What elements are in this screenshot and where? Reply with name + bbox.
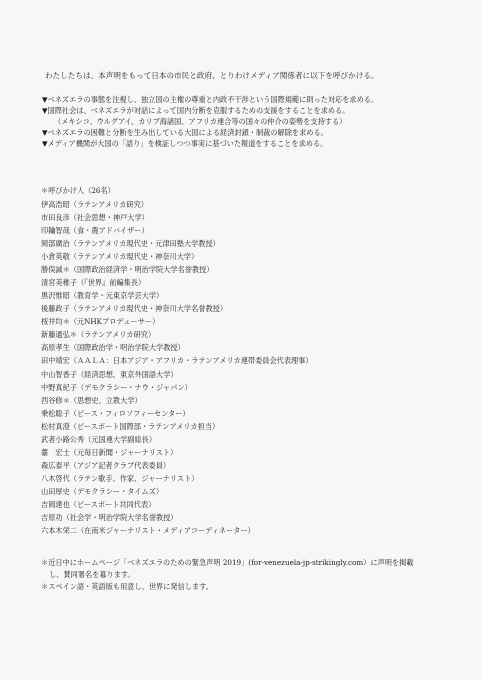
callers-section [41,185,471,538]
caller-entry: 黒沢惟昭（教育学・元東京学芸大学） [41,291,164,301]
caller-entry: 森広泰平（アジア記者クラブ代表委員） [41,461,171,471]
demand-line: （メキシコ、ウルグアイ、カリブ海諸国、アフリカ連合等の国々の仲介の姿勢を支持する） [54,117,347,127]
caller-entry: 高原孝生（国際政治学・明治学院大学教授） [41,343,185,353]
caller-entry: 小倉英敬（ラテンアメリカ現代史・神奈川大学） [41,251,199,261]
demands-list [42,94,472,149]
caller-entry: 薹 宏士（元毎日新聞・ジャーナリスト） [41,447,178,457]
caller-entry: 六本木栄二（在南米ジャーナリスト・メディアコーディネーター） [41,526,255,536]
caller-entry: 市田良彦（社会思想・神戸大学） [41,212,149,222]
caller-entry: 乗松聡子（ピース・フィロソフィーセンター） [41,408,190,418]
caller-entry: 後藤政子（ラテンアメリカ現代史・神奈川大学名誉教授） [41,304,228,314]
notes-section [41,557,471,592]
caller-entry: 中野真紀子（デモクラシー・ナウ・ジャパン） [41,382,192,392]
demand-line: ▼ベネズエラの事態を注視し、独立国の主権の尊重と内政不干渉という国際規範に則った対応を求める。 [42,95,379,104]
caller-entry: 吉岡達也（ピースボート共同代表） [41,500,156,510]
caller-entry: 新藤通弘＊（ラテンアメリカ研究） [41,330,156,340]
intro-statement: わたしたちは、本声明をもって日本の市民と政府、とりわけメディア関係者に以下を呼びかける。 [45,71,379,80]
caller-entry: 松村真澄（ピースボート国際部・ラテンアメリカ担当） [41,421,220,431]
demand-line: ▼ベネズエラの困難と分断を生み出している大国による経済封鎖・制裁の解除を求める。 [42,128,328,138]
caller-entry: 桜井均＊（元NHKプロデューサー） [41,317,160,327]
caller-entry: 田中靖宏（ＡＡＬＡ：日本アジア・アフリカ・ラテンアメリカ連帯委員会代表理事） [41,356,313,366]
caller-entry: 中山智香子（経済思想、東京外国語大学） [41,369,178,379]
caller-entry: 伊高浩昭（ラテンアメリカ研究） [41,199,148,209]
caller-entry: 吉原功（社会学・明治学院大学名誉教授） [41,513,178,523]
caller-entry: 印鑰智哉（食・農アドバイザー） [41,225,149,235]
caller-entry: 山田厚史（デモクラシー・タイムズ） [41,487,164,497]
caller-entry: 岡部廣治（ラテンアメリカ現代史・元津田塾大学教授） [41,238,220,248]
caller-entry: 清宮美稚子（『世界』前編集長） [41,277,146,287]
callers-list [41,198,471,538]
caller-entry: 西谷修＊（思想史、立教大学） [41,395,142,405]
note-line: ＊近日中にホームページ「ベネズエラのための緊急声明 2019」(for-venezuela-jp-strikingly.com）に声明を掲載 [41,558,414,567]
callers-heading: ＊呼びかけ人（26名） [41,186,115,195]
note-line: ＊スペイン語・英語版も用意し、世界に発信します。 [41,581,213,591]
caller-entry: 八木啓代（ラテン歌手、作家、ジャーナリスト） [41,474,199,484]
caller-entry: 勝俣誠＊（国際政治経済学・明治学院大学名誉教授） [41,264,214,274]
note-line: し、賛同署名を募ります。 [49,569,135,579]
demand-line: ▼国際社会は、ベネズエラが対話によって国内分断を克服するための支援をすることを求める。 [42,106,350,116]
caller-entry: 武者小路公秀（元国連大学副総長） [41,434,157,444]
demand-line: ▼メディア機関が大国の「語り」を検証しつつ事実に基づいた報道をすることを求める。 [42,139,328,149]
